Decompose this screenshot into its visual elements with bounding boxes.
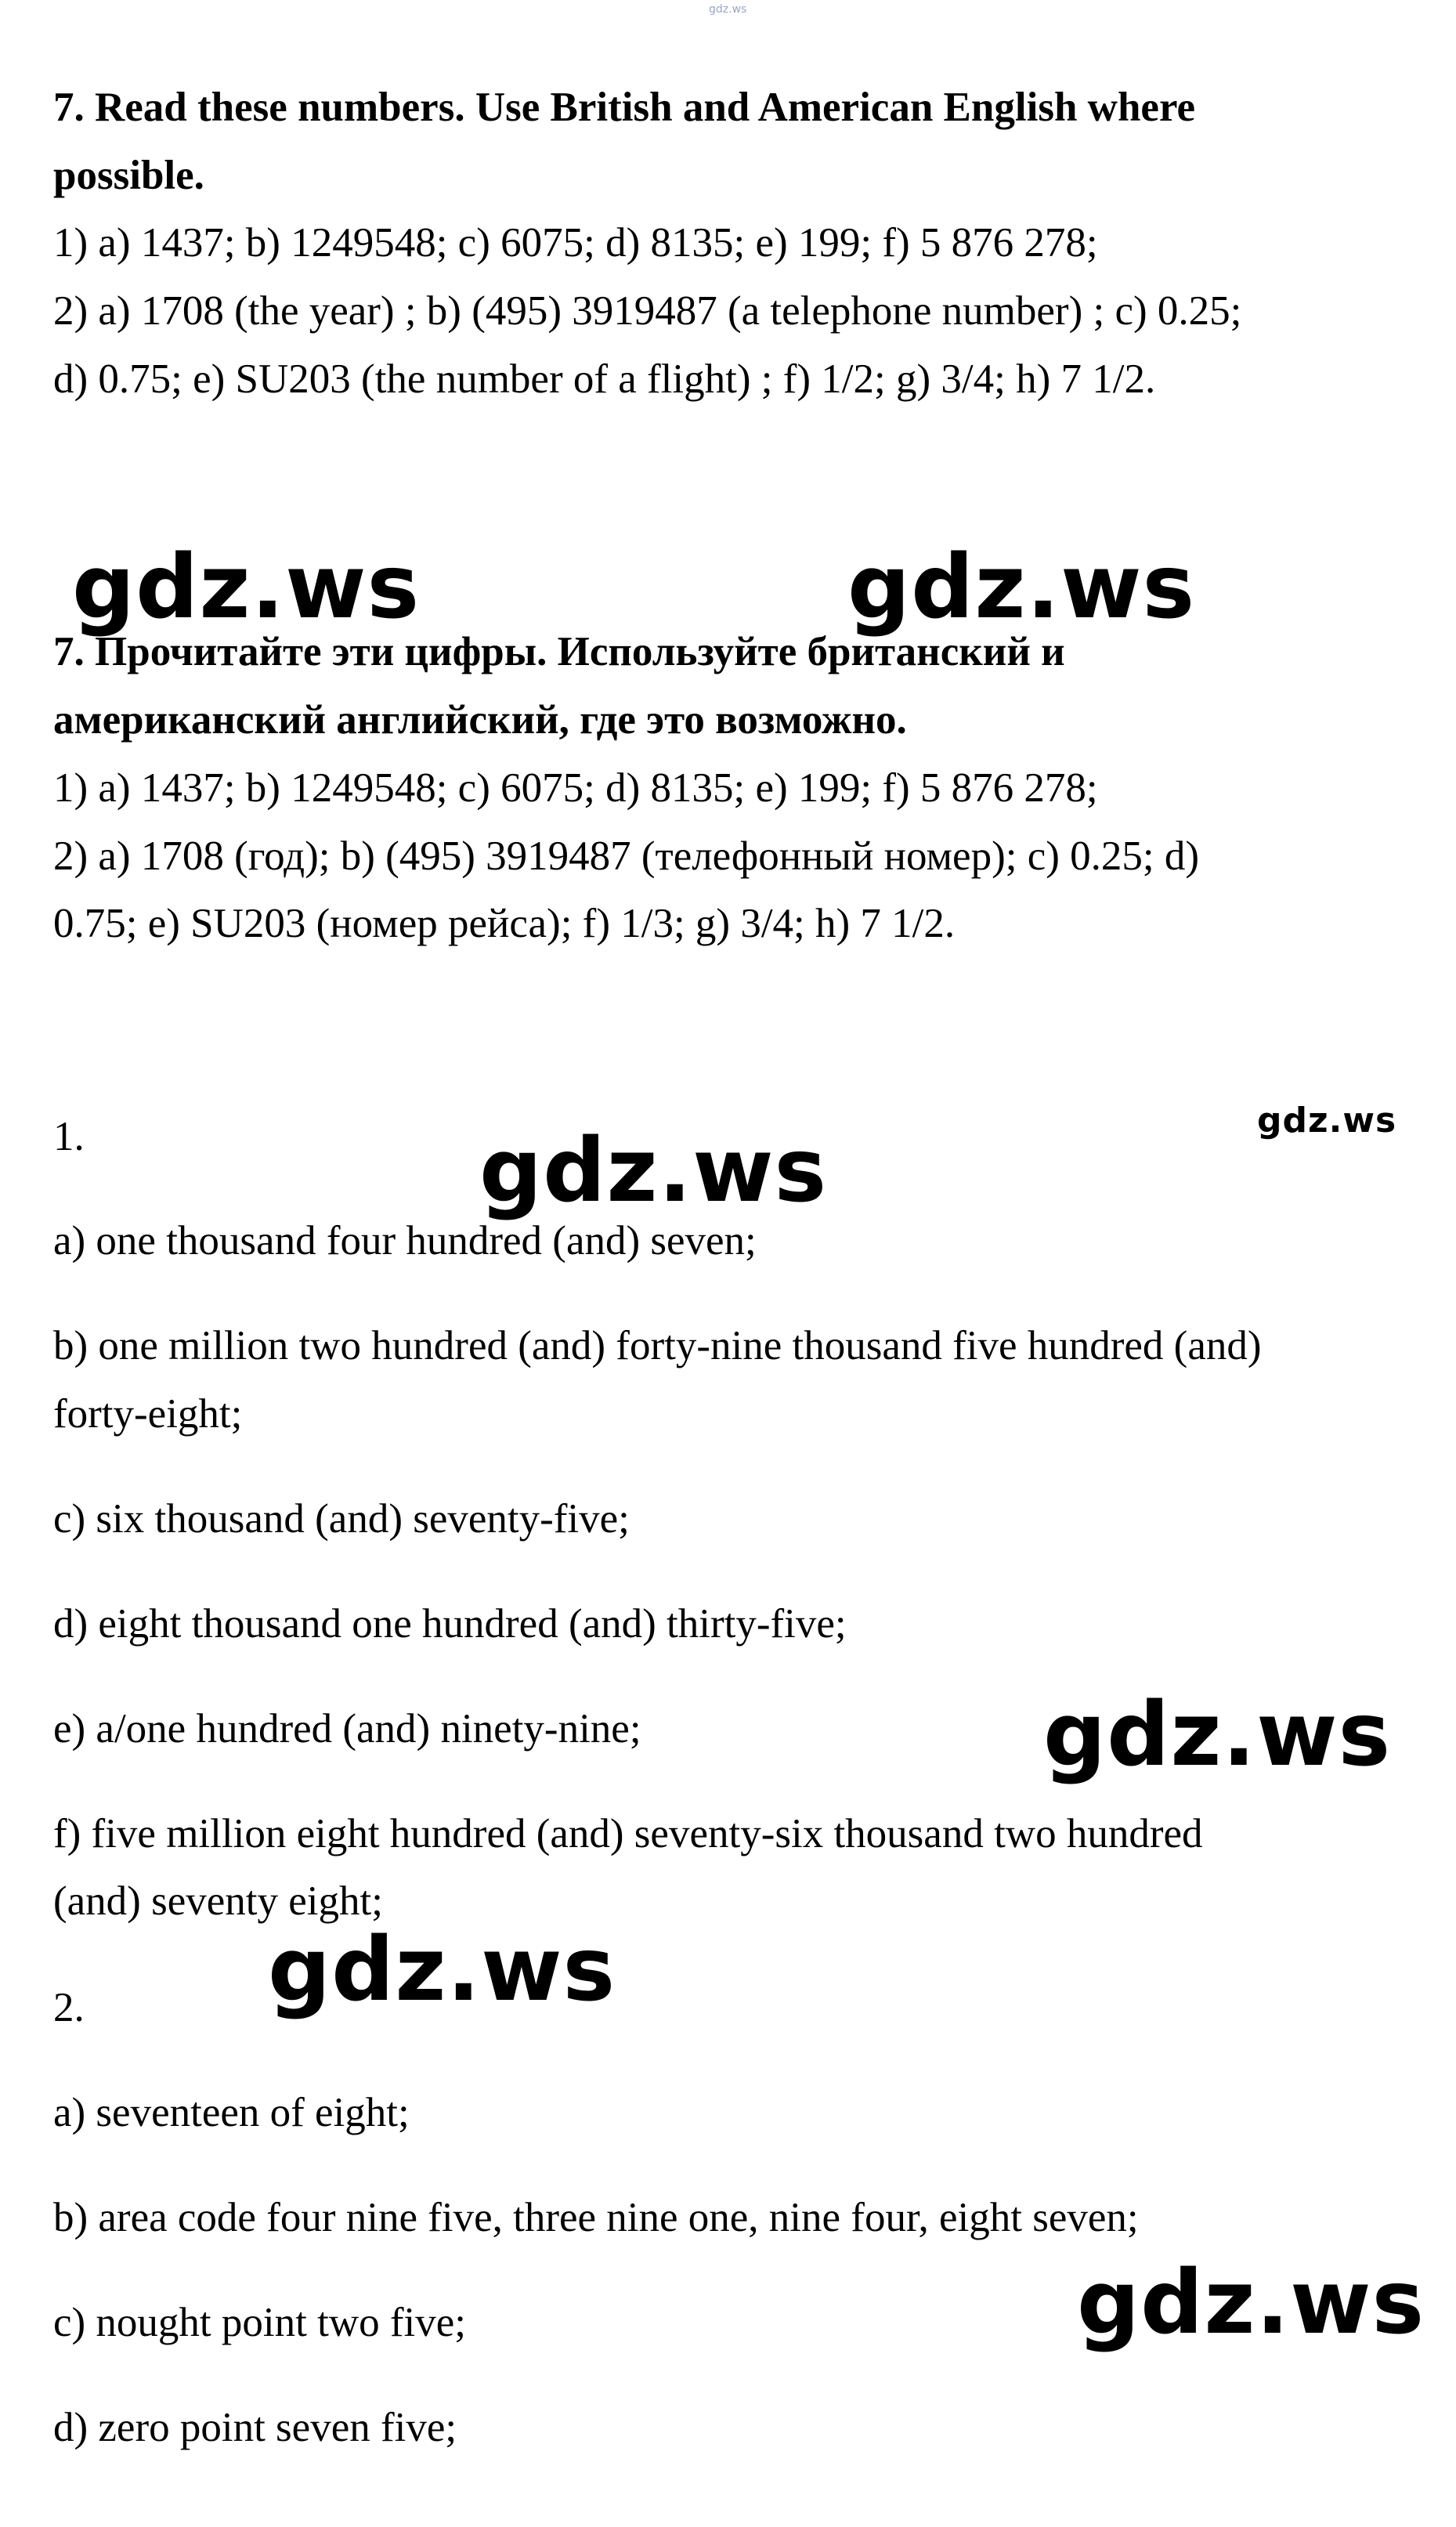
- task-en-line3: d) 0.75; e) SU203 (the number of a flight) ; f) 1/2; g) 3/4; h) 7 1/2.: [53, 356, 1156, 402]
- answer-2d: d) zero point seven five;: [53, 2405, 457, 2450]
- watermark-4: gdz.ws: [479, 1120, 828, 1222]
- answer-1c: c) six thousand (and) seventy-five;: [53, 1496, 630, 1542]
- answer-section-1-label: 1.: [53, 1114, 85, 1159]
- answer-1e: e) a/one hundred (and) ninety-nine;: [53, 1706, 641, 1752]
- watermark-2: gdz.ws: [847, 537, 1196, 638]
- task-en-line1: 1) a) 1437; b) 1249548; c) 6075; d) 8135; e) 199; f) 5 876 278;: [53, 220, 1098, 266]
- watermark-7: gdz.ws: [1077, 2252, 1425, 2354]
- task-heading-ru-line1: 7. Прочитайте эти цифры. Используйте британский и: [53, 629, 1065, 674]
- watermark-3: gdz.ws: [1257, 1101, 1397, 1141]
- answer-2c: c) nought point two five;: [53, 2300, 466, 2345]
- answer-section-2-label: 2.: [53, 1985, 85, 2030]
- task-heading-en-line1: 7. Read these numbers. Use British and American English where: [53, 85, 1196, 130]
- watermark-5: gdz.ws: [1043, 1684, 1392, 1786]
- task-en-line2: 2) a) 1708 (the year) ; b) (495) 3919487 (a telephone number) ; c) 0.25;: [53, 288, 1242, 334]
- task-ru-line2: 2) a) 1708 (год); b) (495) 3919487 (телефонный номер); c) 0.25; d): [53, 833, 1199, 879]
- top-watermark: gdz.ws: [709, 3, 747, 16]
- watermark-6: gdz.ws: [268, 1919, 616, 2021]
- answer-1b-line2: forty-eight;: [53, 1391, 243, 1437]
- task-heading-ru-line2: американский английский, где это возможно.: [53, 697, 907, 743]
- task-ru-line1: 1) a) 1437; b) 1249548; c) 6075; d) 8135; e) 199; f) 5 876 278;: [53, 765, 1098, 811]
- answer-1d: d) eight thousand one hundred (and) thirty-five;: [53, 1601, 847, 1647]
- answer-1f-line2: (and) seventy eight;: [53, 1878, 383, 1924]
- answer-1a: a) one thousand four hundred (and) seven;: [53, 1218, 757, 1264]
- answer-2a: a) seventeen of eight;: [53, 2090, 410, 2135]
- answer-2b: b) area code four nine five, three nine one, nine four, eight seven;: [53, 2195, 1139, 2240]
- answer-1b-line1: b) one million two hundred (and) forty-nine thousand five hundred (and): [53, 1323, 1262, 1368]
- answer-1f-line1: f) five million eight hundred (and) seventy-six thousand two hundred: [53, 1811, 1203, 1856]
- task-ru-line3: 0.75; e) SU203 (номер рейса); f) 1/3; g) 3/4; h) 7 1/2.: [53, 901, 956, 946]
- task-heading-en-line2: possible.: [53, 153, 204, 198]
- watermark-1: gdz.ws: [72, 537, 421, 638]
